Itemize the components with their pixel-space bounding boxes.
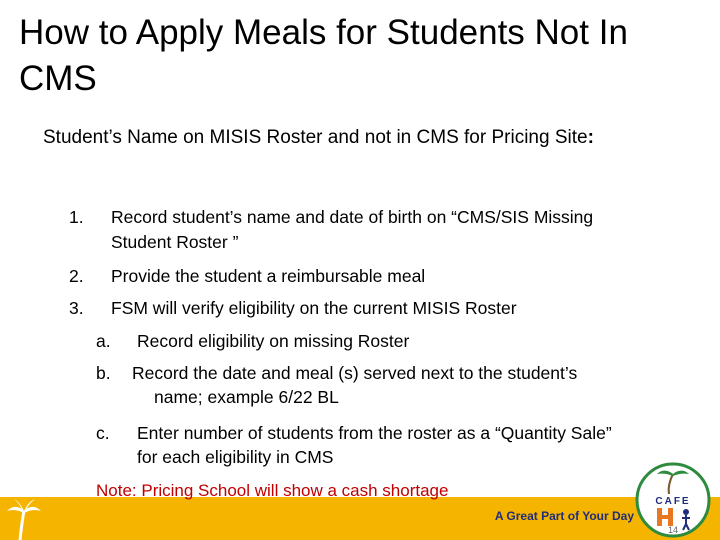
slide-subtitle	[43, 124, 683, 152]
note-text: Note: Pricing School will show a cash shortage	[96, 481, 449, 500]
footer-tagline: A Great Part of Your Day	[494, 509, 634, 523]
palm-tree-icon	[4, 497, 44, 540]
step-marker: 1.	[69, 207, 84, 227]
substep-text: Record eligibility on missing Roster	[137, 331, 410, 351]
substep-marker: b.	[96, 363, 111, 383]
substep-text: Enter number of students from the roster as a “Quantity Sale”	[137, 423, 612, 443]
substep-text: Record the date and meal (s) served next to the student’s	[132, 363, 578, 383]
substep-text-continued: for each eligibility in CMS	[137, 447, 334, 467]
step-text: Record student’s name and date of birth on “CMS/SIS Missing	[111, 207, 594, 227]
step-marker: 3.	[69, 298, 84, 318]
logo-text: CAFE	[655, 496, 691, 507]
substep-marker: a.	[96, 331, 111, 351]
subtitle-text: Student’s Name on MISIS Roster and not in CMS for Pricing Site	[43, 127, 588, 148]
substep-marker: c.	[96, 423, 110, 443]
step-marker: 2.	[69, 266, 84, 286]
step-text: Provide the student a reimbursable meal	[111, 266, 426, 286]
step-text-continued: Student Roster ”	[111, 232, 239, 252]
subtitle-colon: :	[587, 127, 594, 148]
step-text: FSM will verify eligibility on the current MISIS Roster	[111, 298, 517, 318]
slide-title: How to Apply Meals for Students Not In CMS	[19, 13, 628, 98]
substep-text-continued: name; example 6/22 BL	[154, 387, 339, 407]
page-number: 14	[668, 525, 679, 535]
